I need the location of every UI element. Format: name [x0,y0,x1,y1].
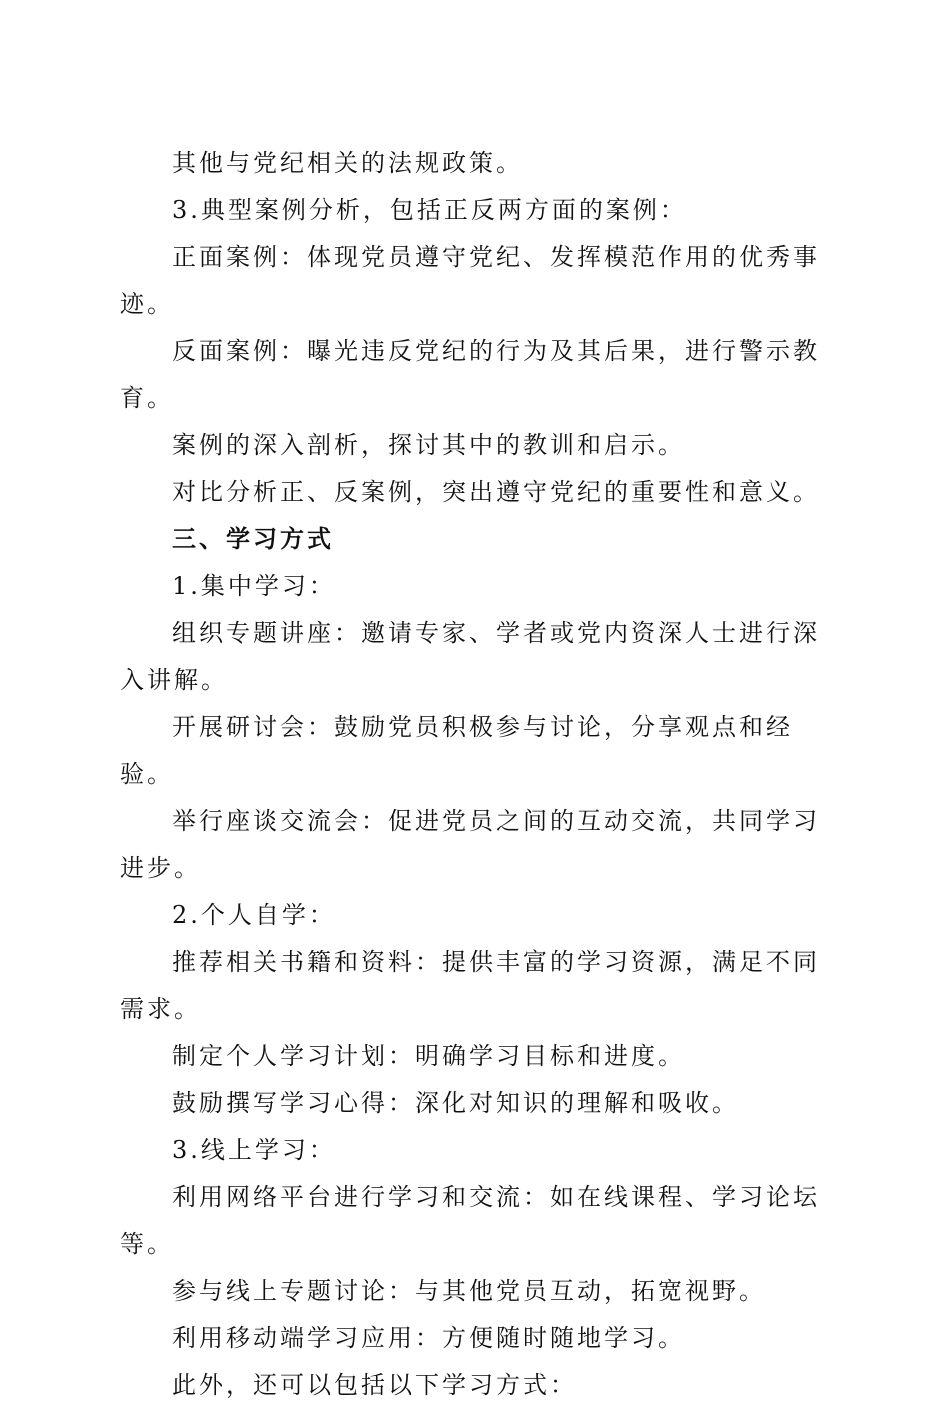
subheading: 1.集中学习： [172,572,336,600]
paragraph: 利用网络平台进行学习和交流：如在线课程、学习论坛等。 [120,1183,820,1258]
subheading: 3.线上学习： [172,1136,336,1164]
paragraph: 其他与党纪相关的法规政策。 [172,149,523,177]
paragraph: 参与线上专题讨论：与其他党员互动，拓宽视野。 [172,1277,766,1305]
subheading: 2.个人自学： [172,901,336,929]
paragraph: 案例的深入剖析，探讨其中的教训和启示。 [172,431,685,459]
paragraph: 对比分析正、反案例，突出遵守党纪的重要性和意义。 [172,478,820,506]
document-body [120,140,830,1409]
paragraph: 开展研讨会：鼓励党员积极参与讨论，分享观点和经验。 [120,713,793,788]
paragraph: 制定个人学习计划：明确学习目标和进度。 [172,1042,685,1070]
paragraph: 3.典型案例分析，包括正反两方面的案例： [172,196,687,224]
paragraph: 利用移动端学习应用：方便随时随地学习。 [172,1324,685,1352]
paragraph: 反面案例：曝光违反党纪的行为及其后果，进行警示教育。 [120,337,820,412]
paragraph: 正面案例：体现党员遵守党纪、发挥模范作用的优秀事迹。 [120,243,820,318]
section-heading: 三、学习方式 [172,525,334,553]
paragraph: 组织专题讲座：邀请专家、学者或党内资深人士进行深入讲解。 [120,619,820,694]
paragraph: 推荐相关书籍和资料：提供丰富的学习资源，满足不同需求。 [120,948,820,1023]
paragraph: 举行座谈交流会：促进党员之间的互动交流，共同学习进步。 [120,807,820,882]
paragraph: 鼓励撰写学习心得：深化对知识的理解和吸收。 [172,1089,739,1117]
paragraph: 此外，还可以包括以下学习方式： [172,1371,577,1399]
